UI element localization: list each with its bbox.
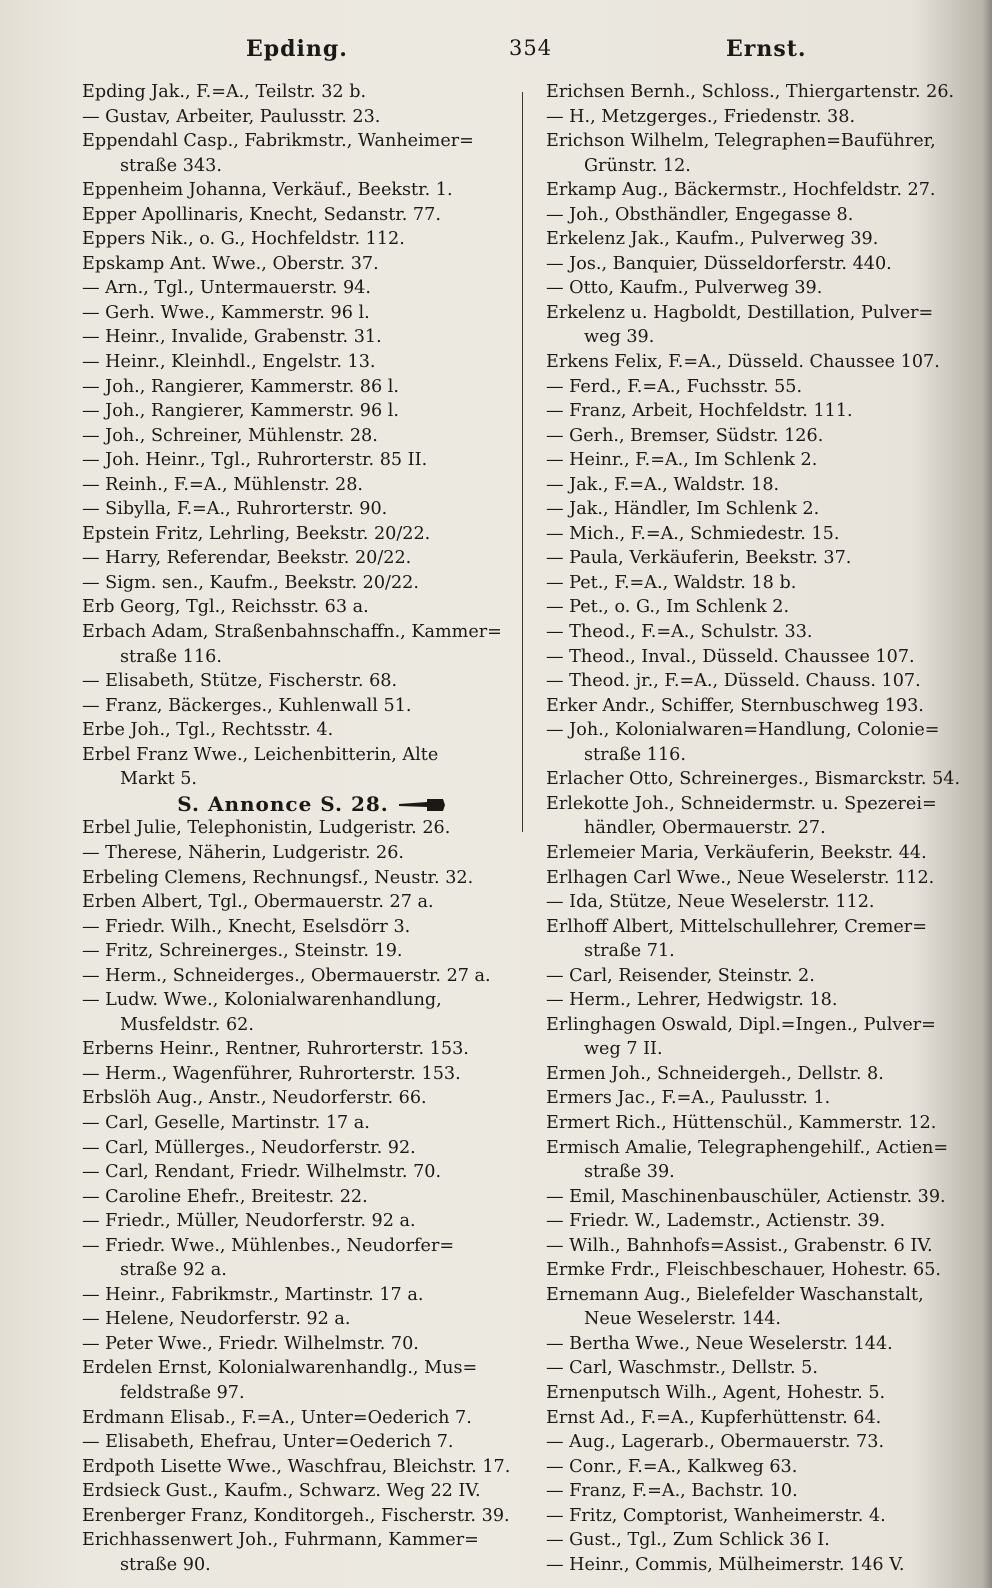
entry-line: Erichsen Bernh., Schloss., Thiergartenstr. 26. [546,82,955,102]
entry-line: Erenberger Franz, Konditorgeh., Fischerstr. 39. [82,1505,510,1526]
entry-line: — Joh., Rangierer, Kammerstr. 96 l. [82,401,399,422]
directory-entry [82,399,502,424]
directory-entry [546,350,972,375]
directory-entry [82,227,502,252]
entry-line: — Joh., Rangierer, Kammerstr. 86 l. [82,376,399,397]
entry-line: — Ludw. Wwe., Kolonialwarenhandlung, [82,990,442,1011]
entry-line: Ermen Joh., Schneidergeh., Dellstr. 8. [546,1063,884,1084]
directory-entry [82,694,502,719]
entry-line: — Pet., o. G., Im Schlenk 2. [546,597,790,618]
directory-entry [82,988,502,1037]
entry-line: Ernst Ad., F.=A., Kupferhüttenstr. 64. [546,1407,882,1428]
column-divider [522,92,523,832]
entry-continuation-line: straße 116. [120,646,222,667]
entry-line: — Heinr., Invalide, Grabenstr. 31. [82,327,382,348]
directory-entry [546,1381,972,1406]
directory-entry [546,1111,972,1136]
entry-line: — Theod. jr., F.=A., Düsseld. Chauss. 107. [546,671,921,692]
directory-entry [546,424,972,449]
entry-line: — Peter Wwe., Friedr. Wilhelmstr. 70. [82,1333,419,1354]
directory-entry [546,1504,972,1529]
entry-line: — Carl, Waschmstr., Dellstr. 5. [546,1358,818,1379]
directory-entry [546,375,972,400]
directory-entry [82,718,502,743]
entry-line: Erlekotte Joh., Schneidermstr. u. Spezerei= [546,793,937,814]
entry-line: — Paula, Verkäuferin, Beekstr. 37. [546,548,852,569]
directory-entry [546,1430,972,1455]
entry-line: — Helene, Neudorferstr. 92 a. [82,1309,351,1330]
directory-entry [82,620,502,669]
entry-line: Erkens Felix, F.=A., Düsseld. Chaussee 107. [546,352,940,373]
directory-entry [82,276,502,301]
directory-entry [82,325,502,350]
directory-entry [546,497,972,522]
entry-line: — Joh. Heinr., Tgl., Ruhrorterstr. 85 II. [82,450,428,471]
entry-line: — Franz, F.=A., Bachstr. 10. [546,1481,798,1502]
directory-entry [82,546,502,571]
entry-line: — Heinr., Kleinhdl., Engelstr. 13. [82,352,376,373]
header-left-keyword: Epding. [246,36,348,62]
entry-line: — Gerh. Wwe., Kammerstr. 96 l. [82,302,370,323]
entry-line: — Fritz, Schreinerges., Steinstr. 19. [82,941,403,962]
directory-entry [546,571,972,596]
entry-line: Erkelenz u. Hagboldt, Destillation, Pulver= [546,302,934,323]
directory-entry [546,399,972,424]
directory-entry [82,964,502,989]
entry-line: Erbel Julie, Telephonistin, Ludgeristr. 26. [82,818,451,839]
directory-entry [82,1160,502,1185]
directory-entry [546,620,972,645]
entry-line: — Joh., Schreiner, Mühlenstr. 28. [82,425,378,446]
entry-line: — Pet., F.=A., Waldstr. 18 b. [546,572,797,593]
directory-entry [82,1528,502,1577]
entry-line: — Harry, Referendar, Beekstr. 20/22. [82,548,412,569]
directory-entry [82,448,502,473]
left-column [82,80,511,1577]
entry-line: — Joh., Kolonialwaren=Handlung, Colonie= [546,720,940,741]
directory-entry [82,1479,502,1504]
directory-entry [546,80,972,105]
directory-entry [82,1504,510,1529]
entry-continuation-line: weg 39. [584,327,655,348]
directory-entry [82,105,502,130]
entry-line: Erichson Wilhelm, Telegraphen=Bauführer, [546,131,936,152]
entry-line: — Conr., F.=A., Kalkweg 63. [546,1456,798,1477]
entry-continuation-line: Grünstr. 12. [584,155,691,176]
entry-line: — Mich., F.=A., Schmiedestr. 15. [546,523,840,544]
directory-entry [82,1356,502,1405]
entry-line: — Carl, Müllerges., Neudorferstr. 92. [82,1137,416,1158]
entry-line: — Gust., Tgl., Zum Schlick 36 I. [546,1530,830,1551]
directory-entry [546,1332,972,1357]
directory-entry [546,841,972,866]
directory-entry [82,375,502,400]
directory-entry [82,915,502,940]
entry-line: Erdelen Ernst, Kolonialwarenhandlg., Mus= [82,1358,478,1379]
entry-line: — Heinr., Commis, Mülheimerstr. 146 V. [546,1554,905,1575]
entry-line: — Bertha Wwe., Neue Weselerstr. 144. [546,1333,893,1354]
entry-line: Epding Jak., F.=A., Teilstr. 32 b. [82,82,367,102]
entry-line: — Theod., F.=A., Schulstr. 33. [546,622,813,643]
entry-line: Erben Albert, Tgl., Obermauerstr. 27 a. [82,892,434,913]
annonce-notice [82,792,502,817]
entry-line: Eppenheim Johanna, Verkäuf., Beekstr. 1. [82,180,453,201]
entry-line: Epper Apollinaris, Knecht, Sedanstr. 77. [82,204,441,225]
entry-line: — Ferd., F.=A., Fuchsstr. 55. [546,376,803,397]
entry-line: Erlemeier Maria, Verkäuferin, Beekstr. 44. [546,842,927,863]
directory-entry [546,1258,972,1283]
entry-line: — Ida, Stütze, Neue Weselerstr. 112. [546,892,875,913]
directory-entry [546,178,972,203]
entry-continuation-line: feldstraße 97. [120,1382,245,1403]
entry-line: Erlhoff Albert, Mittelschullehrer, Cremer= [546,916,927,937]
entry-line: — Carl, Rendant, Friedr. Wilhelmstr. 70. [82,1162,442,1183]
entry-line: — Elisabeth, Ehefrau, Unter=Oederich 7. [82,1432,454,1453]
directory-entry [546,1086,972,1111]
directory-entry [546,1234,972,1259]
entry-line: Eppendahl Casp., Fabrikmstr., Wanheimer= [82,131,474,152]
header-right-keyword: Ernst. [726,36,807,62]
entry-line: Erlacher Otto, Schreinerges., Bismarckstr. 54. [546,769,961,790]
entry-line: — Sigm. sen., Kaufm., Beekstr. 20/22. [82,572,419,593]
directory-entry [546,1062,972,1087]
directory-entry [546,1283,972,1332]
entry-line: — Herm., Schneiderges., Obermauerstr. 27 a. [82,965,491,986]
directory-entry [82,1111,502,1136]
directory-entry [546,964,972,989]
entry-line: Erb Georg, Tgl., Reichsstr. 63 a. [82,597,369,618]
directory-entry [546,767,972,792]
entry-continuation-line: straße 92 a. [120,1260,227,1281]
directory-entry [82,497,502,522]
directory-entry [82,1332,502,1357]
directory-entry [82,424,502,449]
directory-entry [546,595,972,620]
entry-line: — Carl, Geselle, Martinstr. 17 a. [82,1112,370,1133]
entry-line: — Elisabeth, Stütze, Fischerstr. 68. [82,671,398,692]
directory-entry [546,1013,972,1062]
directory-entry [546,890,972,915]
directory-entry [82,939,502,964]
entry-line: Erkamp Aug., Bäckermstr., Hochfeldstr. 27. [546,180,936,201]
entry-line: — Heinr., Fabrikmstr., Martinstr. 17 a. [82,1284,424,1305]
entry-line: Erlinghagen Oswald, Dipl.=Ingen., Pulver= [546,1014,936,1035]
directory-entry [546,915,972,964]
entry-line: — Caroline Ehefr., Breitestr. 22. [82,1186,368,1207]
directory-entry [546,546,972,571]
entry-line: — Friedr. Wwe., Mühlenbes., Neudorfer= [82,1235,455,1256]
directory-entry [546,203,972,228]
entry-line: Epskamp Ant. Wwe., Oberstr. 37. [82,253,379,274]
directory-entry [82,178,502,203]
directory-entry [546,645,972,670]
directory-entry [546,988,972,1013]
entry-line: Erkelenz Jak., Kaufm., Pulverweg 39. [546,229,879,250]
entry-continuation-line: straße 71. [584,941,675,962]
directory-entry [546,718,972,767]
entry-line: Erker Andr., Schiffer, Sternbuschweg 193. [546,695,924,716]
directory-entry [82,80,502,105]
entry-line: Ermke Frdr., Fleischbeschauer, Hohestr. 65. [546,1260,942,1281]
entry-line: — Herm., Lehrer, Hedwigstr. 18. [546,990,838,1011]
entry-line: — Aug., Lagerarb., Obermauerstr. 73. [546,1432,885,1453]
entry-continuation-line: Markt 5. [120,769,198,790]
directory-entry [82,1406,502,1431]
entry-line: — Reinh., F.=A., Mühlenstr. 28. [82,474,363,495]
entry-line: — Friedr., Müller, Neudorferstr. 92 a. [82,1211,416,1232]
entry-line: — Carl, Reisender, Steinstr. 2. [546,965,815,986]
directory-entry [546,473,972,498]
directory-entry [546,669,972,694]
directory-entry [546,1356,972,1381]
entry-line: — Friedr. Wilh., Knecht, Eselsdörr 3. [82,916,411,937]
directory-entry [546,694,972,719]
entry-line: Eppers Nik., o. G., Hochfeldstr. 112. [82,229,405,250]
entry-line: — Otto, Kaufm., Pulverweg 39. [546,278,823,299]
directory-entry [82,473,502,498]
directory-entry [546,301,972,350]
entry-line: Erbeling Clemens, Rechnungsf., Neustr. 32. [82,867,474,888]
directory-entry [82,866,502,891]
directory-entry [82,129,502,178]
entry-continuation-line: weg 7 II. [584,1039,663,1060]
directory-entry [546,105,972,130]
directory-entry [82,1037,502,1062]
directory-entry [546,1528,972,1553]
entry-line: Erberns Heinr., Rentner, Ruhrorterstr. 153. [82,1039,469,1060]
directory-entry [82,1430,502,1455]
entry-line: Ermisch Amalie, Telegraphengehilf., Actien= [546,1137,949,1158]
entry-line: — Joh., Obsthändler, Engegasse 8. [546,204,854,225]
directory-entry [546,129,972,178]
directory-entry [82,571,502,596]
directory-entry [546,1185,972,1210]
directory-entry [82,1209,502,1234]
entry-line: Erdmann Elisab., F.=A., Unter=Oederich 7. [82,1407,472,1428]
entry-line: — Jak., Händler, Im Schlenk 2. [546,499,820,520]
entry-line: Epstein Fritz, Lehrling, Beekstr. 20/22. [82,523,431,544]
entry-line: Ermert Rich., Hüttenschül., Kammerstr. 12. [546,1112,937,1133]
directory-entry [82,1234,502,1283]
directory-entry [82,1136,502,1161]
entry-line: — Franz, Bäckerges., Kuhlenwall 51. [82,695,412,716]
entry-line: Erbe Joh., Tgl., Rechtsstr. 4. [82,720,334,741]
directory-entry [82,522,502,547]
entry-continuation-line: Neue Weselerstr. 144. [584,1309,782,1330]
directory-entry [546,1406,972,1431]
annonce-text: S. Annonce S. 28. [177,791,389,816]
entry-continuation-line: straße 90. [120,1554,211,1575]
entry-line: Erdpoth Lisette Wwe., Waschfrau, Bleichstr. 17. [82,1456,511,1477]
entry-line: — Emil, Maschinenbauschüler, Actienstr. 39. [546,1186,946,1207]
directory-entry [546,448,972,473]
directory-entry [82,350,502,375]
entry-line: — Wilh., Bahnhofs=Assist., Grabenstr. 6 IV. [546,1235,933,1256]
directory-entry [82,1185,502,1210]
entry-continuation-line: Musfeldstr. 62. [120,1014,254,1035]
page-number: 354 [509,36,553,60]
directory-entry [546,252,972,277]
entry-line: — Theod., Inval., Düsseld. Chaussee 107. [546,646,915,667]
directory-entry [82,1283,502,1308]
entry-line: — Fritz, Comptorist, Wanheimerstr. 4. [546,1505,886,1526]
directory-entry [82,301,502,326]
directory-entry [82,1086,502,1111]
entry-line: — Gustav, Arbeiter, Paulusstr. 23. [82,106,381,127]
directory-entry [546,1136,972,1185]
entry-line: — Heinr., F.=A., Im Schlenk 2. [546,450,818,471]
entry-line: Ermers Jac., F.=A., Paulusstr. 1. [546,1088,831,1109]
entry-line: — Gerh., Bremser, Südstr. 126. [546,425,824,446]
directory-entry [546,1455,972,1480]
entry-line: — Arn., Tgl., Untermauerstr. 94. [82,278,371,299]
directory-entry [82,1455,511,1480]
entry-line: — Therese, Näherin, Ludgeristr. 26. [82,842,405,863]
entry-line: — Jak., F.=A., Waldstr. 18. [546,474,780,495]
directory-entry [546,1553,972,1578]
directory-entry [546,1209,972,1234]
entry-continuation-line: straße 39. [584,1162,675,1183]
directory-entry [82,669,502,694]
entry-line: Ernemann Aug., Bielefelder Waschanstalt, [546,1284,924,1305]
directory-entry [546,276,972,301]
entry-continuation-line: händler, Obermauerstr. 27. [584,818,826,839]
entry-continuation-line: straße 116. [584,744,686,765]
right-column [546,80,972,1577]
entry-line: Erichhassenwert Joh., Fuhrmann, Kammer= [82,1530,479,1551]
entry-line: Erbach Adam, Straßenbahnschaffn., Kammer= [82,622,502,643]
directory-entry [82,743,502,792]
directory-entry [546,866,972,891]
directory-entry [546,1479,972,1504]
entry-continuation-line: straße 343. [120,155,222,176]
entry-line: — Friedr. W., Lademstr., Actienstr. 39. [546,1211,886,1232]
directory-entry [82,1062,502,1087]
pointing-hand-icon [397,796,447,814]
entry-line: Erlhagen Carl Wwe., Neue Weselerstr. 112. [546,867,935,888]
entry-line: — Herm., Wagenführer, Ruhrorterstr. 153. [82,1063,461,1084]
entry-line: Erdsieck Gust., Kaufm., Schwarz. Weg 22 IV. [82,1481,481,1502]
directory-entry [82,890,502,915]
directory-entry [82,816,502,841]
entry-line: — H., Metzgerges., Friedenstr. 38. [546,106,856,127]
directory-entry [546,792,972,841]
entry-line: Ernenputsch Wilh., Agent, Hohestr. 5. [546,1382,886,1403]
entry-line: Erbslöh Aug., Anstr., Neudorferstr. 66. [82,1088,427,1109]
entry-line: — Jos., Banquier, Düsseldorferstr. 440. [546,253,892,274]
directory-entry [546,522,972,547]
directory-entry [82,595,502,620]
directory-entry [82,252,502,277]
entry-line: — Franz, Arbeit, Hochfeldstr. 111. [546,401,853,422]
directory-entry [82,841,502,866]
directory-entry [82,203,502,228]
entry-line: — Sibylla, F.=A., Ruhrorterstr. 90. [82,499,388,520]
entry-line: Erbel Franz Wwe., Leichenbitterin, Alte [82,744,439,765]
directory-entry [546,227,972,252]
directory-entry [82,1307,502,1332]
